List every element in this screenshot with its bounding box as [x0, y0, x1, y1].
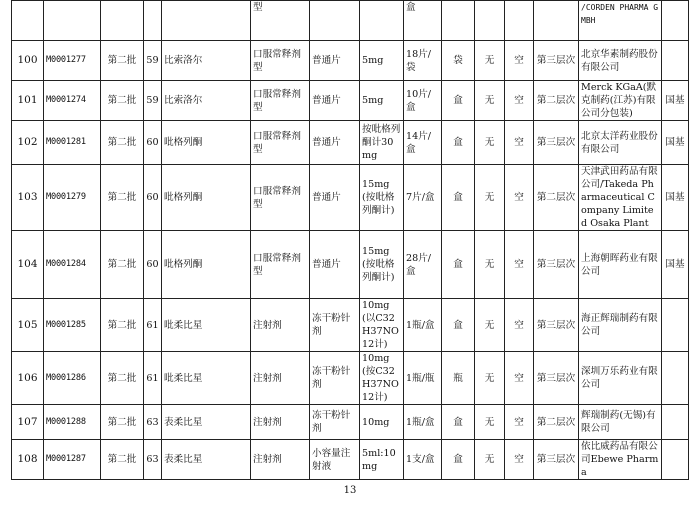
package-cell: 14片/盒 [404, 121, 442, 165]
company-cell: 海正辉瑞制药有限公司 [579, 299, 662, 352]
table-row [12, 121, 689, 165]
flag-cell: 无 [475, 352, 505, 405]
table-row [12, 165, 689, 231]
note-cell: 国基 [662, 165, 689, 231]
row-index: 104 [12, 231, 44, 299]
row-index: 102 [12, 121, 44, 165]
flag-cell: 空 [505, 299, 534, 352]
batch-cell: 第二批 [101, 231, 144, 299]
package-cell: 1瓶/瓶 [404, 352, 442, 405]
code-cell: M0001277 [44, 41, 101, 81]
code-cell: M0001279 [44, 165, 101, 231]
flag-cell: 无 [475, 165, 505, 231]
table-row [12, 352, 689, 405]
form-cell: 冻干粉针剂 [310, 352, 360, 405]
row-index: 108 [12, 440, 44, 480]
flag-cell: 空 [505, 352, 534, 405]
note-cell [662, 405, 689, 440]
table-row [12, 81, 689, 121]
group-cell: 59 [144, 81, 162, 121]
table-row [12, 41, 689, 81]
batch-cell: 第二批 [101, 121, 144, 165]
name-cell: 吡格列酮 [162, 231, 251, 299]
package-cell: 1瓶/盒 [404, 405, 442, 440]
note-cell [662, 41, 689, 81]
unit-cell: 盒 [442, 440, 475, 480]
table-body [12, 41, 689, 480]
tier-cell: 第三层次 [534, 121, 579, 165]
batch-cell: 第二批 [101, 165, 144, 231]
code-cell: M0001287 [44, 440, 101, 480]
spec-cell: 15mg(按吡格列酮计) [360, 165, 404, 231]
batch-cell: 第二批 [101, 81, 144, 121]
company-cell: Merck KGaA(默克制药(江苏)有限公司分包装) [579, 81, 662, 121]
table-row [12, 440, 689, 480]
row-index: 106 [12, 352, 44, 405]
unit-cell: 盒 [442, 231, 475, 299]
spec-cell: 5mg [360, 41, 404, 81]
package-cell: 7片/盒 [404, 165, 442, 231]
tier-cell: 第二层次 [534, 165, 579, 231]
group-cell: 61 [144, 299, 162, 352]
note-cell: 国基 [662, 121, 689, 165]
group-cell: 61 [144, 352, 162, 405]
form-cell: 普通片 [310, 231, 360, 299]
company-cell: 北京太洋药业股份有限公司 [579, 121, 662, 165]
company-cell: 依比威药品有限公司Ebewe Pharma [579, 440, 662, 480]
note-cell: 国基 [662, 81, 689, 121]
form-cell: 普通片 [310, 165, 360, 231]
group-cell: 60 [144, 231, 162, 299]
flag-cell: 无 [475, 299, 505, 352]
drug-list-table [11, 0, 689, 480]
spec-cell: 15mg(按吡格列酮计) [360, 231, 404, 299]
name-cell: 比索洛尔 [162, 81, 251, 121]
package-cell: 28片/盒 [404, 231, 442, 299]
name-cell: 吡格列酮 [162, 165, 251, 231]
tier-cell: 第三层次 [534, 231, 579, 299]
flag-cell: 无 [475, 231, 505, 299]
name-cell: 表柔比星 [162, 405, 251, 440]
table-row [12, 299, 689, 352]
name-cell: 吡格列酮 [162, 121, 251, 165]
code-cell: M0001274 [44, 81, 101, 121]
company-cell: 深圳万乐药业有限公司 [579, 352, 662, 405]
row-index: 105 [12, 299, 44, 352]
note-cell [662, 299, 689, 352]
spec-cell: 10mg(以C32H37NO12计) [360, 299, 404, 352]
group-cell: 60 [144, 121, 162, 165]
group-cell: 59 [144, 41, 162, 81]
form-cell: 冻干粉针剂 [310, 405, 360, 440]
form-cell: 普通片 [310, 81, 360, 121]
dosage-cell: 口服常释剂型 [251, 41, 310, 81]
unit-cell: 盒 [442, 165, 475, 231]
dosage-cell: 口服常释剂型 [251, 231, 310, 299]
dosage-cell: 型 [251, 1, 310, 41]
row-index: 100 [12, 41, 44, 81]
unit-cell: 盒 [442, 299, 475, 352]
code-cell: M0001285 [44, 299, 101, 352]
row-index: 107 [12, 405, 44, 440]
group-cell: 60 [144, 165, 162, 231]
company-cell: 北京华素制药股份有限公司 [579, 41, 662, 81]
spec-cell: 5ml:10mg [360, 440, 404, 480]
spec-cell: 10mg(按C32H37NO12计) [360, 352, 404, 405]
page-number: 13 [343, 485, 357, 496]
row-index: 101 [12, 81, 44, 121]
name-cell: 吡柔比星 [162, 299, 251, 352]
tier-cell: 第三层次 [534, 352, 579, 405]
flag-cell: 空 [505, 81, 534, 121]
batch-cell: 第二批 [101, 405, 144, 440]
group-cell: 63 [144, 440, 162, 480]
flag-cell: 无 [475, 41, 505, 81]
batch-cell: 第二批 [101, 352, 144, 405]
company-cell: 辉瑞制药(无锡)有限公司 [579, 405, 662, 440]
code-cell: M0001281 [44, 121, 101, 165]
row-index: 103 [12, 165, 44, 231]
name-cell: 比索洛尔 [162, 41, 251, 81]
table-row [12, 1, 689, 41]
code-cell: M0001286 [44, 352, 101, 405]
flag-cell: 无 [475, 81, 505, 121]
note-cell [662, 440, 689, 480]
company-cell: 天津武田药品有限公司/Takeda Pharmaceutical Company Limited Osaka Plant [579, 165, 662, 231]
tier-cell: 第三层次 [534, 299, 579, 352]
package-cell: 10片/盒 [404, 81, 442, 121]
form-cell: 普通片 [310, 41, 360, 81]
flag-cell: 空 [505, 231, 534, 299]
package-cell: 1支/盒 [404, 440, 442, 480]
form-cell: 普通片 [310, 121, 360, 165]
flag-cell: 无 [475, 121, 505, 165]
tier-cell: 第二层次 [534, 405, 579, 440]
flag-cell: 空 [505, 165, 534, 231]
tier-cell: 第二层次 [534, 81, 579, 121]
flag-cell: 无 [475, 440, 505, 480]
flag-cell: 空 [505, 41, 534, 81]
package-cell: 盒 [404, 1, 442, 41]
dosage-cell: 注射剂 [251, 440, 310, 480]
group-cell: 63 [144, 405, 162, 440]
spec-cell: 10mg [360, 405, 404, 440]
dosage-cell: 口服常释剂型 [251, 81, 310, 121]
form-cell: 小容量注射液 [310, 440, 360, 480]
dosage-cell: 注射剂 [251, 299, 310, 352]
name-cell: 吡柔比星 [162, 352, 251, 405]
note-cell: 国基 [662, 231, 689, 299]
code-cell: M0001284 [44, 231, 101, 299]
unit-cell: 盒 [442, 121, 475, 165]
table-row [12, 231, 689, 299]
unit-cell: 瓶 [442, 352, 475, 405]
dosage-cell: 注射剂 [251, 352, 310, 405]
note-cell [662, 352, 689, 405]
code-cell: M0001288 [44, 405, 101, 440]
tier-cell: 第三层次 [534, 41, 579, 81]
company-cell: 上海朝晖药业有限公司 [579, 231, 662, 299]
dosage-cell: 口服常释剂型 [251, 121, 310, 165]
tier-cell: 第三层次 [534, 440, 579, 480]
flag-cell: 空 [505, 440, 534, 480]
batch-cell: 第二批 [101, 299, 144, 352]
table-row [12, 405, 689, 440]
company-cell: /CORDEN PHARMA GMBH [579, 1, 662, 41]
package-cell: 18片/袋 [404, 41, 442, 81]
dosage-cell: 口服常释剂型 [251, 165, 310, 231]
unit-cell: 盒 [442, 81, 475, 121]
flag-cell: 空 [505, 405, 534, 440]
unit-cell: 袋 [442, 41, 475, 81]
form-cell: 冻干粉针剂 [310, 299, 360, 352]
spec-cell: 按吡格列酮计30mg [360, 121, 404, 165]
package-cell: 1瓶/盒 [404, 299, 442, 352]
batch-cell: 第二批 [101, 41, 144, 81]
spec-cell: 5mg [360, 81, 404, 121]
flag-cell: 无 [475, 405, 505, 440]
dosage-cell: 注射剂 [251, 405, 310, 440]
name-cell: 表柔比星 [162, 440, 251, 480]
batch-cell: 第二批 [101, 440, 144, 480]
unit-cell: 盒 [442, 405, 475, 440]
flag-cell: 空 [505, 121, 534, 165]
